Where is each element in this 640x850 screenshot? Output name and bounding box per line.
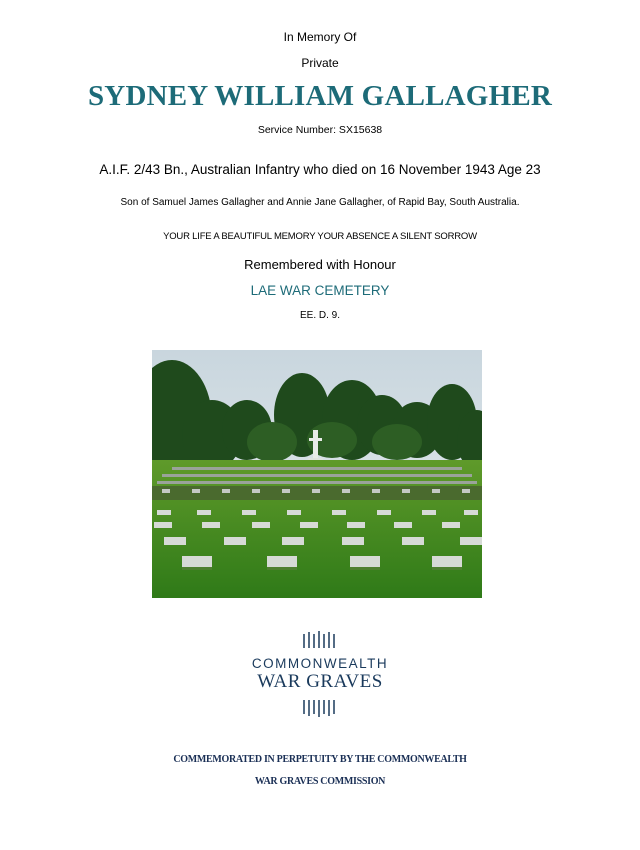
unit-and-death-details: A.I.F. 2/43 Bn., Australian Infantry who died on 16 November 1943 Age 23 [99, 162, 541, 177]
cwgc-logo [240, 630, 400, 722]
cemetery-photo [152, 350, 482, 598]
intro-text: In Memory Of [283, 30, 357, 44]
rank: Private [301, 56, 339, 70]
cemetery-name: LAE WAR CEMETERY [250, 283, 390, 298]
footer-line-1: COMMEMORATED IN PERPETUITY BY THE COMMONWEALTH [173, 754, 467, 765]
parents-info: Son of Samuel James Gallagher and Annie Jane Gallagher, of Rapid Bay, South Australia. [120, 197, 520, 208]
logo-commonwealth: COMMONWEALTH [251, 656, 389, 671]
service-number: Service Number: SX15638 [257, 124, 383, 136]
epitaph: YOUR LIFE A BEAUTIFUL MEMORY YOUR ABSENCE A SILENT SORROW [163, 231, 477, 242]
remembered-with-honour: Remembered with Honour [244, 257, 396, 272]
footer-line-2: WAR GRAVES COMMISSION [254, 776, 386, 787]
logo-top-lines-icon [302, 630, 338, 650]
logo-war-graves: WAR GRAVES [257, 671, 383, 692]
grave-reference: EE. D. 9. [299, 310, 340, 321]
logo-bottom-lines-icon [302, 698, 338, 718]
soldier-name: SYDNEY WILLIAM GALLAGHER [87, 80, 553, 112]
